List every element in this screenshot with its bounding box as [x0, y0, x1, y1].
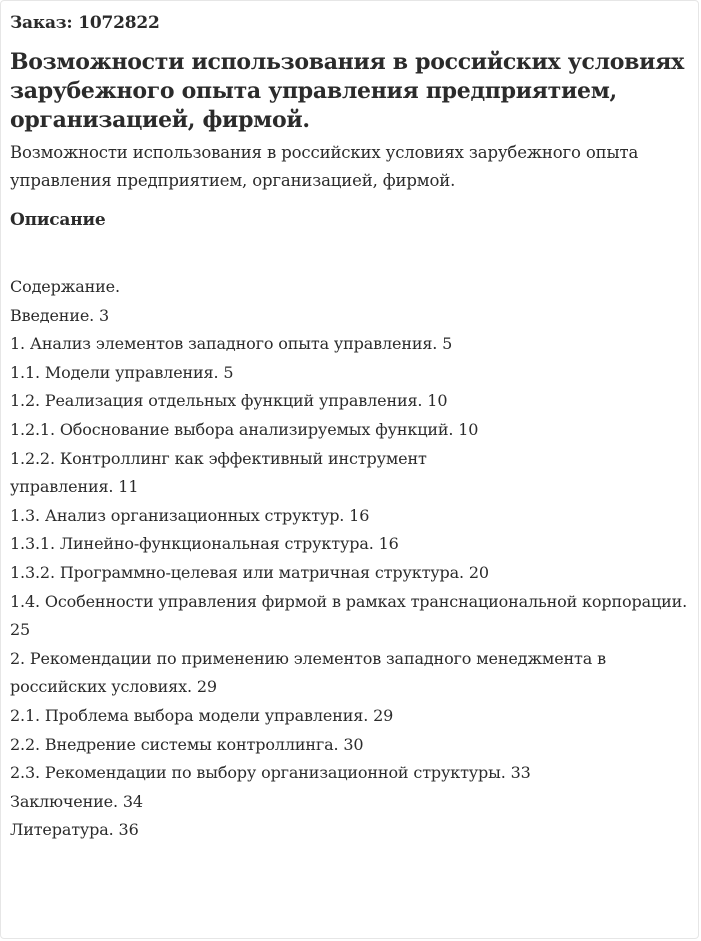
toc-item: 1.3.2. Программно-целевая или матричная структура. 20	[10, 562, 489, 582]
toc-item: 1. Анализ элементов западного опыта управления. 5	[10, 334, 453, 354]
table-of-contents	[10, 273, 694, 845]
toc-item: 1.1. Модели управления. 5	[10, 362, 234, 382]
order-number: Заказ: 1072822	[10, 13, 160, 33]
toc-item: Введение. 3	[10, 305, 110, 325]
toc-item: 2.1. Проблема выбора модели управления. 29	[10, 705, 394, 725]
toc-item: 1.2.1. Обоснование выбора анализируемых функций. 10	[10, 419, 479, 439]
toc-item: 2.3. Рекомендации по выбору организационной структуры. 33	[10, 763, 531, 783]
toc-item: Литература. 36	[10, 820, 139, 840]
toc-item: 1.4. Особенности управления фирмой в рамках транснациональной корпорации. 25	[10, 591, 688, 640]
toc-item: 1.2.2. Контроллинг как эффективный инструмент управления. 11	[10, 448, 427, 497]
description-heading: Описание	[10, 210, 106, 230]
toc-item: Содержание.	[10, 277, 120, 296]
document-content	[10, 1, 694, 845]
document-subtitle: Возможности использования в российских условиях зарубежного опыта управления предприятием, организацией, фирмой.	[10, 143, 639, 190]
toc-item: 1.2. Реализация отдельных функций управления. 10	[10, 391, 448, 411]
toc-item: 2. Рекомендации по применению элементов западного менеджмента в российских условиях. 29	[10, 648, 606, 697]
toc-item: 1.3.1. Линейно-функциональная структура. 16	[10, 534, 399, 554]
document-title: Возможности использования в российских условиях зарубежного опыта управления предприятием, организацией, фирмой.	[10, 49, 684, 133]
toc-item: Заключение. 34	[10, 791, 143, 811]
toc-item: 2.2. Внедрение системы контроллинга. 30	[10, 734, 364, 754]
toc-item: 1.3. Анализ организационных структур. 16	[10, 505, 370, 525]
